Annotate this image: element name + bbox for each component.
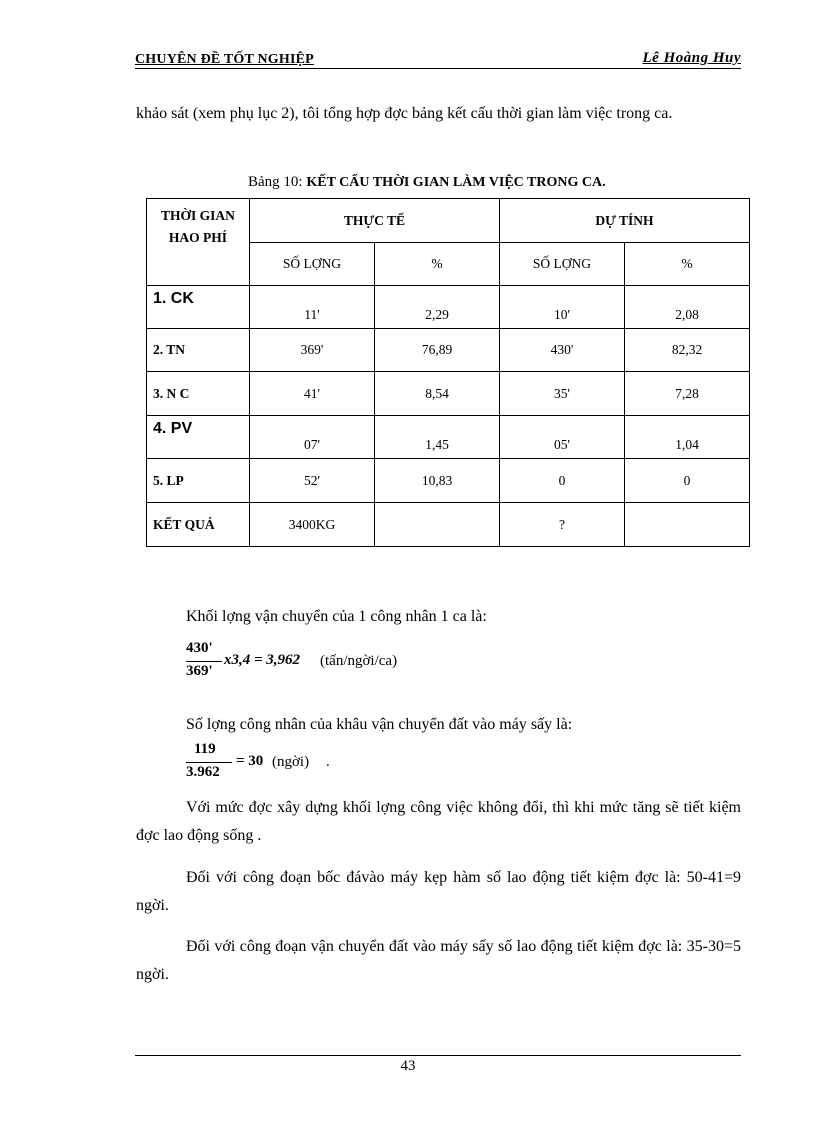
paragraph-so-luong: Số lợng công nhân của khâu vận chuyển đất vào máy sấy là: (186, 716, 573, 733)
paragraph-muc: Với mức đợc xây dựng khối lợng công việc không đổi, thì khi mức tăng sẽ tiết kiệm đợc lao động sống . (136, 799, 741, 844)
paragraph-boc-do: Đối với công đoạn bốc đávào máy kẹp hàm số lao động tiết kiệm đợc là: 50-41=9 ngời. (136, 869, 741, 914)
formula-khoi-luong (186, 640, 446, 686)
fraction-bar (186, 661, 222, 662)
cell: 430' (500, 329, 625, 372)
fraction-bar (186, 762, 232, 763)
cell: 8,54 (375, 372, 500, 416)
formula-denominator: 369' (186, 663, 213, 679)
header-qty-1: SỐ LỢNG (250, 243, 375, 286)
cell: 76,89 (375, 329, 500, 372)
header-qty-2: SỐ LỢNG (500, 243, 625, 286)
cell: ? (500, 503, 625, 547)
table-row (147, 503, 750, 547)
table-caption (248, 174, 606, 191)
table-row (147, 329, 750, 372)
cell (375, 503, 500, 547)
formula-unit: (tấn/ngời/ca) (320, 653, 398, 669)
formula-denominator: 3.962 (186, 764, 220, 780)
cell: 7,28 (625, 372, 750, 416)
cell: 3400KG (250, 503, 375, 547)
table-row (147, 459, 750, 503)
cell: 1,04 (625, 416, 750, 459)
row-label: 2. TN (147, 329, 250, 372)
cell: 05' (500, 416, 625, 459)
formula-numerator: 119 (194, 741, 216, 757)
row-label: KẾT QUẢ (147, 503, 250, 547)
table-row (147, 286, 750, 329)
table-row (147, 372, 750, 416)
header-title: CHUYÊN ĐỀ TỐT NGHIỆP (135, 52, 314, 67)
row-label: 3. N C (147, 372, 250, 416)
page-header (135, 50, 741, 69)
table-caption-prefix: Bảng 10: (248, 174, 303, 190)
cell: 52' (250, 459, 375, 503)
table-row (147, 416, 750, 459)
paragraph-van-chuyen: Đối với công đoạn vận chuyển đất vào máy sấy số lao động tiết kiệm đợc là: 35-30=5 ngời. (136, 938, 741, 983)
header-thuc-te: THỰC TẾ (250, 199, 500, 243)
cell: 11' (250, 286, 375, 329)
page-number: 43 (400, 1058, 416, 1074)
cell: 0 (625, 459, 750, 503)
row-label: 5. LP (147, 459, 250, 503)
formula-unit: (ngời) (272, 754, 310, 770)
header-pct-2: % (625, 243, 750, 286)
table-caption-title: KẾT CẤU THỜI GIAN LÀM VIỆC TRONG CA. (306, 175, 606, 190)
cell: 82,32 (625, 329, 750, 372)
cell: 1,45 (375, 416, 500, 459)
row-label: 4. PV (147, 416, 250, 459)
intro-paragraph: khảo sát (xem phụ lục 2), tôi tổng hợp đợc bảng kết cấu thời gian làm việc trong ca. (136, 105, 673, 122)
formula-so-luong (186, 741, 386, 787)
formula-tail: . (326, 754, 330, 770)
header-du-tinh: DỰ TÍNH (500, 199, 750, 243)
paragraph-khoi-luong: Khối lợng vận chuyển của 1 công nhân 1 ca là: (186, 608, 487, 625)
cell: 2,29 (375, 286, 500, 329)
formula-expression: x3,4 = 3,962 (224, 652, 301, 668)
cell: 369' (250, 329, 375, 372)
cell: 10' (500, 286, 625, 329)
formula-expression: = 30 (236, 753, 264, 769)
header-col-label: THỜI GIAN HAO PHÍ (147, 199, 250, 286)
cell: 10,83 (375, 459, 500, 503)
cell: 07' (250, 416, 375, 459)
cell: 2,08 (625, 286, 750, 329)
cell: 41' (250, 372, 375, 416)
formula-numerator: 430' (186, 640, 213, 656)
cell: 35' (500, 372, 625, 416)
footer-rule (135, 1055, 741, 1056)
header-author: Lê Hoàng Huy (642, 50, 741, 66)
row-label: 1. CK (147, 286, 250, 329)
cell: 0 (500, 459, 625, 503)
header-pct-1: % (375, 243, 500, 286)
cell (625, 503, 750, 547)
work-time-table (146, 198, 750, 547)
